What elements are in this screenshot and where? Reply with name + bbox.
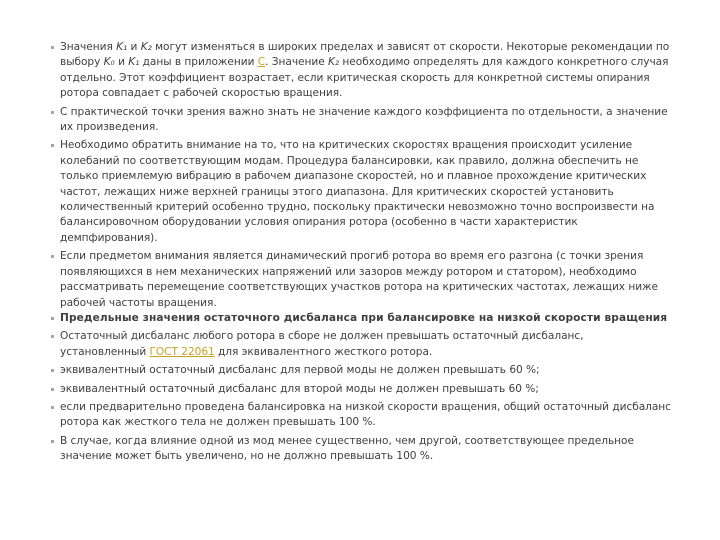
variable-k2: K₂ bbox=[140, 41, 152, 53]
list-item bbox=[52, 138, 672, 246]
variable-k1: K₁ bbox=[128, 56, 140, 69]
text-run: для эквивалентного жесткого ротора. bbox=[214, 345, 433, 358]
bullet-square-icon bbox=[51, 46, 54, 49]
text-run: и bbox=[127, 41, 141, 53]
paragraph-text: В случае, когда влияние одной из мод менее существенно, чем другой, соответствующее предельное значение может быть увеличено, но не должно превышать 100 %. bbox=[60, 434, 634, 463]
bullet-square-icon bbox=[51, 111, 54, 114]
bullet-square-icon bbox=[51, 369, 54, 372]
bullet-square-icon bbox=[51, 335, 54, 338]
list-item bbox=[52, 400, 672, 431]
text-run: Значения bbox=[60, 41, 117, 53]
list-item bbox=[52, 329, 672, 360]
gost-link[interactable]: ГОСТ 22061 bbox=[149, 345, 215, 358]
bullet-square-icon bbox=[51, 144, 54, 147]
appendix-link[interactable]: С bbox=[257, 56, 266, 69]
variable-k1: K₁ bbox=[116, 41, 128, 53]
variable-k2: K₂ bbox=[328, 56, 340, 69]
bullet-list-main bbox=[52, 40, 672, 314]
list-item bbox=[52, 105, 672, 136]
paragraph-text: С практической точки зрения важно знать не значение каждого коэффициента по отдельности, а значение их произведения. bbox=[60, 105, 668, 134]
bullet-list-limits bbox=[52, 311, 672, 468]
paragraph-text: эквивалентный остаточный дисбаланс для первой моды не должен превышать 60 %; bbox=[60, 364, 540, 377]
text-run: и bbox=[114, 56, 129, 69]
paragraph-text: эквивалентный остаточный дисбаланс для второй моды не должен превышать 60 %; bbox=[60, 382, 539, 395]
text-run: . Значение bbox=[265, 56, 328, 69]
paragraph-text: Необходимо обратить внимание на то, что на критических скоростях вращения происходит усиление колебаний по соответствующим модам. Процедура балансировки, как правило, должна обеспечить не только приемлемую вибрацию в рабочем диапазоне скоростей, но и плавное прохождение критических частот, лежащих ниже верхней границы этого диапазона. Для критических скоростей установить количественный критерий особенно трудно, поскольку практически невозможно точно воспроизвести на балансировочном оборудовании условия опирания ротора (особенно в части характеристик демпфирования). bbox=[60, 139, 655, 244]
section-heading: Предельные значения остаточного дисбаланса при балансировке на низкой скорости вращения bbox=[60, 312, 668, 324]
text-run: могут изменяться в широких пределах и зависят от скорости. Некоторые рекомендации по выбору bbox=[60, 41, 670, 69]
text-run: необходимо определять для каждого конкретного случая отдельно. Этот коэффициент возрастает, если критическая скорость для конкретной системы опирания ротора совпадает с рабочей скоростью вращения. bbox=[60, 56, 669, 100]
list-item bbox=[52, 311, 672, 326]
bullet-square-icon bbox=[51, 388, 54, 391]
bullet-square-icon bbox=[51, 406, 54, 409]
list-item bbox=[52, 434, 672, 465]
list-item bbox=[52, 40, 672, 102]
bullet-square-icon bbox=[51, 440, 54, 443]
text-run: Остаточный дисбаланс любого ротора в сборе не должен превышать остаточный дисбаланс, установленный bbox=[60, 330, 584, 358]
text-run: даны в приложении bbox=[139, 56, 258, 69]
list-item bbox=[52, 382, 672, 397]
paragraph-text: если предварительно проведена балансировка на низкой скорости вращения, общий остаточный дисбаланс ротора как жесткого тела не должен превышать 100 %. bbox=[60, 401, 671, 429]
variable-k0: K₀ bbox=[103, 56, 115, 69]
bullet-square-icon bbox=[51, 317, 54, 320]
paragraph-text: Если предметом внимания является динамический прогиб ротора во время его разгона (с точки зрения появляющихся в нем механических напряжений или зазоров между ротором и статором), необходимо рассматривать перемещение соответствующих участков ротора на критических частотах, лежащих ниже рабочей частоты вращения. bbox=[60, 250, 659, 309]
bullet-square-icon bbox=[51, 255, 54, 258]
list-item bbox=[52, 363, 672, 378]
list-item bbox=[52, 249, 672, 311]
